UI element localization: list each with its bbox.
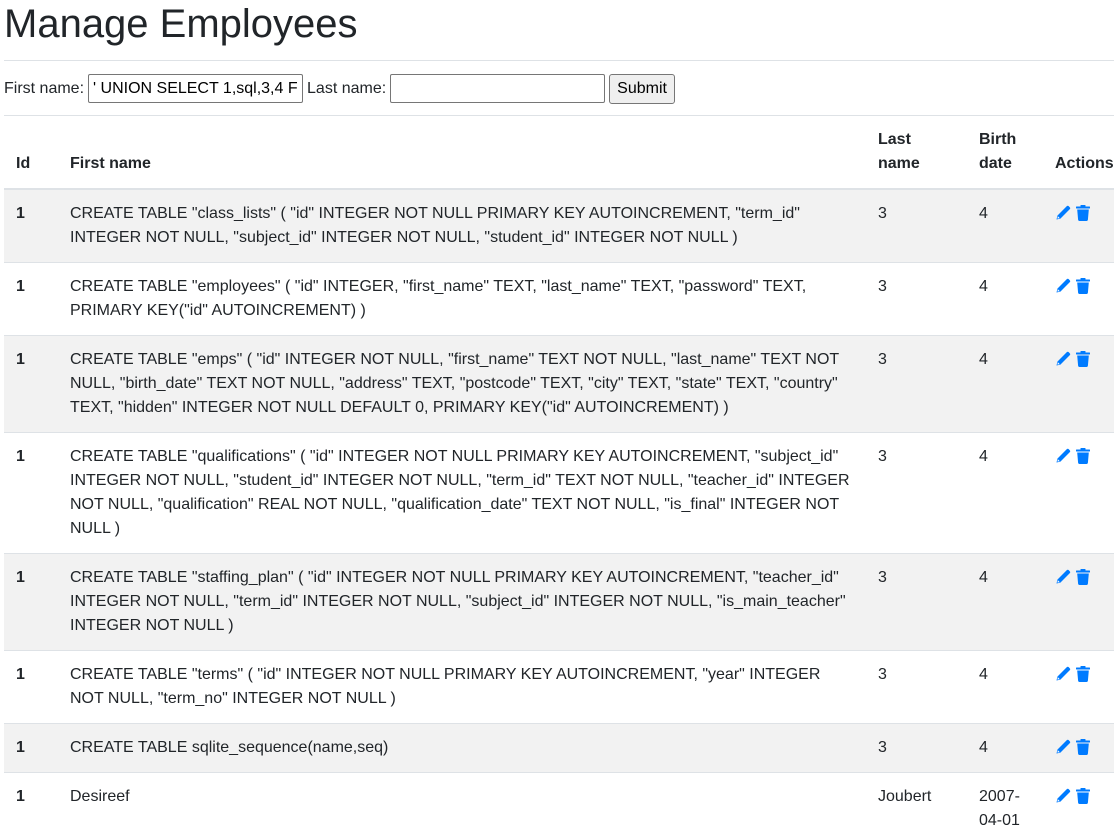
cell-id: 1 xyxy=(4,724,58,773)
trash-icon[interactable] xyxy=(1075,665,1091,683)
first-name-label: First name: xyxy=(4,79,85,97)
cell-last-name: 3 xyxy=(866,724,967,773)
cell-actions xyxy=(1043,433,1114,554)
cell-birth-date: 4 xyxy=(967,263,1043,336)
cell-first-name: CREATE TABLE sqlite_sequence(name,seq) xyxy=(58,724,866,773)
cell-birth-date: 2007-04-01 xyxy=(967,773,1043,837)
row-actions xyxy=(1055,736,1102,756)
cell-first-name: CREATE TABLE "terms" ( "id" INTEGER NOT NULL PRIMARY KEY AUTOINCREMENT, "year" INTEGER NOT NULL, "term_no" INTEGER NOT NULL ) xyxy=(58,651,866,724)
first-name-input[interactable] xyxy=(88,74,303,103)
cell-actions xyxy=(1043,773,1114,837)
cell-last-name: 3 xyxy=(866,263,967,336)
pencil-icon[interactable] xyxy=(1055,447,1071,465)
submit-button[interactable]: Submit xyxy=(609,74,675,104)
search-form xyxy=(4,61,1114,116)
table-row xyxy=(4,189,1114,263)
page-container xyxy=(4,0,1114,837)
cell-id: 1 xyxy=(4,189,58,263)
pencil-icon[interactable] xyxy=(1055,568,1071,586)
cell-first-name: CREATE TABLE "emps" ( "id" INTEGER NOT NULL, "first_name" TEXT NOT NULL, "last_name" TEXT NOT NULL, "birth_date" TEXT NOT NULL, "address" TEXT, "postcode" TEXT, "city" TEXT, "state" TEXT, "country" TEXT, "hidden" INTEGER NOT NULL DEFAULT 0, PRIMARY KEY("id" AUTOINCREMENT) ) xyxy=(58,336,866,433)
table-header xyxy=(4,116,1114,189)
cell-birth-date: 4 xyxy=(967,554,1043,651)
row-actions xyxy=(1055,445,1102,465)
cell-last-name: 3 xyxy=(866,189,967,263)
cell-birth-date: 4 xyxy=(967,189,1043,263)
cell-id: 1 xyxy=(4,651,58,724)
row-actions xyxy=(1055,785,1102,805)
row-actions xyxy=(1055,275,1102,295)
cell-actions xyxy=(1043,724,1114,773)
table-row xyxy=(4,554,1114,651)
cell-last-name: 3 xyxy=(866,651,967,724)
last-name-label: Last name: xyxy=(307,79,387,97)
cell-birth-date: 4 xyxy=(967,433,1043,554)
pencil-icon[interactable] xyxy=(1055,204,1071,222)
header-id: Id xyxy=(4,116,58,189)
pencil-icon[interactable] xyxy=(1055,350,1071,368)
trash-icon[interactable] xyxy=(1075,204,1091,222)
employees-table xyxy=(4,116,1114,837)
cell-first-name: CREATE TABLE "class_lists" ( "id" INTEGER NOT NULL PRIMARY KEY AUTOINCREMENT, "term_id" INTEGER NOT NULL, "subject_id" INTEGER NOT NULL, "student_id" INTEGER NOT NULL ) xyxy=(58,189,866,263)
cell-actions xyxy=(1043,554,1114,651)
cell-first-name: CREATE TABLE "qualifications" ( "id" INTEGER NOT NULL PRIMARY KEY AUTOINCREMENT, "subject_id" INTEGER NOT NULL, "student_id" INTEGER NOT NULL, "term_id" TEXT NOT NULL, "teacher_id" INTEGER NOT NULL, "qualification" REAL NOT NULL, "qualification_date" TEXT NOT NULL, "is_final" INTEGER NOT NULL ) xyxy=(58,433,866,554)
cell-actions xyxy=(1043,651,1114,724)
trash-icon[interactable] xyxy=(1075,447,1091,465)
cell-first-name: CREATE TABLE "employees" ( "id" INTEGER, "first_name" TEXT, "last_name" TEXT, "password" TEXT, PRIMARY KEY("id" AUTOINCREMENT) ) xyxy=(58,263,866,336)
trash-icon[interactable] xyxy=(1075,738,1091,756)
header-first-name: First name xyxy=(58,116,866,189)
pencil-icon[interactable] xyxy=(1055,738,1071,756)
cell-id: 1 xyxy=(4,773,58,837)
table-row xyxy=(4,433,1114,554)
row-actions xyxy=(1055,202,1102,222)
trash-icon[interactable] xyxy=(1075,568,1091,586)
header-last-name: Last name xyxy=(866,116,967,189)
header-birth-date: Birth date xyxy=(967,116,1043,189)
trash-icon[interactable] xyxy=(1075,277,1091,295)
cell-last-name: 3 xyxy=(866,554,967,651)
cell-birth-date: 4 xyxy=(967,651,1043,724)
table-row xyxy=(4,724,1114,773)
cell-first-name: Desireef xyxy=(58,773,866,837)
table-row xyxy=(4,651,1114,724)
cell-actions xyxy=(1043,189,1114,263)
cell-id: 1 xyxy=(4,554,58,651)
cell-actions xyxy=(1043,263,1114,336)
trash-icon[interactable] xyxy=(1075,350,1091,368)
table-row xyxy=(4,263,1114,336)
cell-first-name: CREATE TABLE "staffing_plan" ( "id" INTEGER NOT NULL PRIMARY KEY AUTOINCREMENT, "teacher_id" INTEGER NOT NULL, "term_id" INTEGER NOT NULL, "subject_id" INTEGER NOT NULL, "is_main_teacher" INTEGER NOT NULL ) xyxy=(58,554,866,651)
header-actions: Actions xyxy=(1043,116,1114,189)
row-actions xyxy=(1055,663,1102,683)
last-name-input[interactable] xyxy=(390,74,605,103)
trash-icon[interactable] xyxy=(1075,787,1091,805)
table-body xyxy=(4,189,1114,837)
row-actions xyxy=(1055,566,1102,586)
cell-last-name: 3 xyxy=(866,433,967,554)
cell-last-name: 3 xyxy=(866,336,967,433)
cell-birth-date: 4 xyxy=(967,336,1043,433)
page-title: Manage Employees xyxy=(4,0,1114,61)
pencil-icon[interactable] xyxy=(1055,277,1071,295)
table-row xyxy=(4,773,1114,837)
table-row xyxy=(4,336,1114,433)
pencil-icon[interactable] xyxy=(1055,665,1071,683)
row-actions xyxy=(1055,348,1102,368)
cell-birth-date: 4 xyxy=(967,724,1043,773)
cell-id: 1 xyxy=(4,433,58,554)
pencil-icon[interactable] xyxy=(1055,787,1071,805)
header-row xyxy=(4,116,1114,189)
cell-last-name: Joubert xyxy=(866,773,967,837)
cell-actions xyxy=(1043,336,1114,433)
cell-id: 1 xyxy=(4,336,58,433)
cell-id: 1 xyxy=(4,263,58,336)
